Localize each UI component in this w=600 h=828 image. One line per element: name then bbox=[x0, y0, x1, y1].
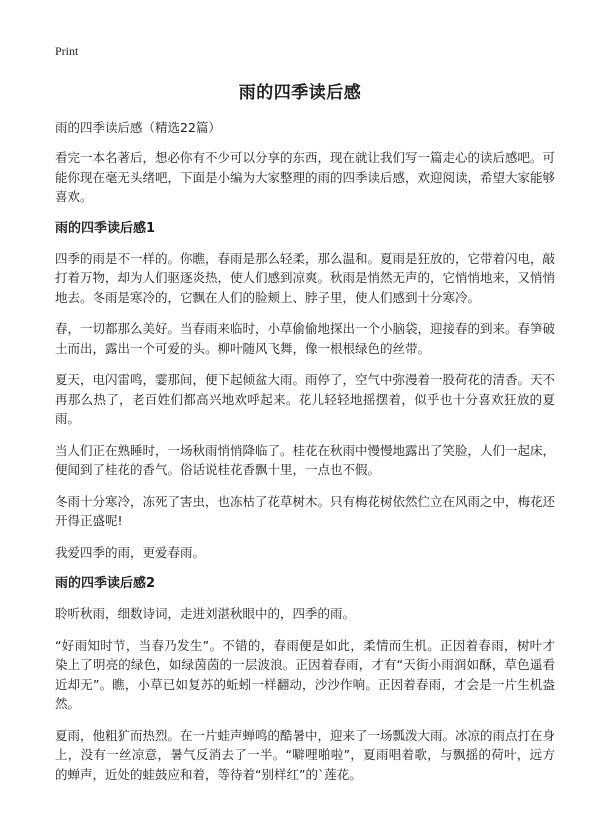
section-heading: 雨的四季读后感1 bbox=[55, 220, 156, 236]
intro-paragraph: 看完一本名著后，想必你有不少可以分享的东西，现在就让我们写一篇走心的读后感吧。可能你现在毫无头绪吧，下面是小编为大家整理的雨的四季读后感，欢迎阅读，希望大家能够喜欢。 bbox=[55, 150, 556, 204]
body-paragraph: “好雨知时节，当春乃发生”。不错的，春雨便是如此，柔情而生机。正因着春雨，树叶才染上了明亮的绿色，如绿茵茵的一层波浪。正因着春雨，才有“天街小雨润如酥，草色遥看近却无”。瞧，小草已如复苏的蚯蚓一样翻动，沙沙作响。正因着春雨，才会是一片生机盎然。 bbox=[55, 637, 555, 711]
body-paragraph: 四季的雨是不一样的。你瞧，春雨是那么轻柔，那么温和。夏雨是狂放的，它带着闪电，敲打着万物，却为人们驱逐炎热，使人们感到凉爽。秋雨是悄然无声的，它悄悄地来，又悄悄地去。冬雨是寒冷的，它飘在人们的脸颊上、脖子里，使人们感到十分寒冷。 bbox=[55, 250, 556, 305]
article-subtitle: 雨的四季读后感（精选22篇） bbox=[55, 120, 221, 135]
body-paragraph: 夏天，电闪雷鸣，霎那间，便下起倾盆大雨。雨停了，空气中弥漫着一股荷花的清香。天不再那么热了，老百姓们都高兴地欢呼起来。花儿轻轻地摇摆着，似乎也十分喜欢狂放的夏雨。 bbox=[55, 372, 556, 426]
section-heading: 雨的四季读后感2 bbox=[55, 576, 156, 591]
page-title: 雨的四季读后感 bbox=[238, 83, 362, 103]
body-paragraph: 冬雨十分寒冷，冻死了害虫，也冻枯了花草树木。只有梅花树依然伫立在风雨之中，梅花还开得正盛呢! bbox=[55, 493, 556, 528]
body-paragraph: 当人们正在熟睡时，一场秋雨悄悄降临了。桂花在秋雨中慢慢地露出了笑脸，人们一起床，便闻到了桂花的香气。俗话说桂花香飘十里，一点也不假。 bbox=[55, 442, 556, 477]
print-link[interactable]: Print bbox=[55, 44, 79, 58]
article-body bbox=[55, 118, 555, 796]
body-paragraph: 春，一切都那么美好。当春雨来临时，小草偷偷地探出一个小脑袋，迎接春的到来。春笋破土而出，露出一个可爱的头。柳叶随风飞舞，像一根根绿色的丝带。 bbox=[55, 321, 556, 356]
body-paragraph: 夏雨，他粗犷而热烈。在一片蛙声蝉鸣的酷暑中，迎来了一场瓢泼大雨。冰凉的雨点打在身上，没有一丝凉意，暑气反消去了一半。“噼哩啪啦”，夏雨唱着歌，与飘摇的荷叶，远方的蝉声，近处的蛙鼓应和着，等待着“别样红”的`莲花。 bbox=[55, 727, 556, 782]
body-paragraph: 我爱四季的雨，更爱春雨。 bbox=[55, 544, 206, 560]
body-paragraph: 聆听秋雨，细数诗词，走进刘湛秋眼中的，四季的雨。 bbox=[55, 606, 356, 621]
